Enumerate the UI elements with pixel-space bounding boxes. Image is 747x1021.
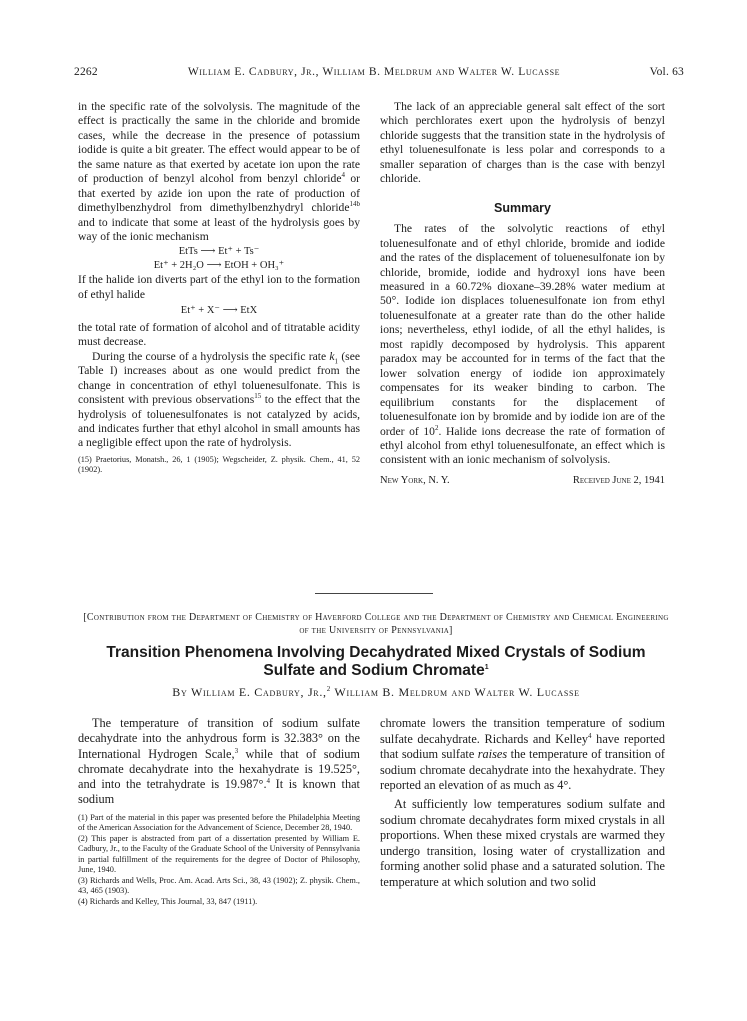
paragraph: At sufficiently low temperatures sodium sulfate and sodium chromate decahydrates form mixed crystals in all proportions. When these mixed crystals are warmed they undergo transition, losing water of crystallization and forming another solid phase and a saturated solution. The temperature at which solution and two solid [380, 796, 665, 889]
footnote-3: (3) Richards and Wells, Proc. Am. Acad. Arts Sci., 38, 43 (1902); Z. physik. Chem., 43, 465 (1903). [78, 875, 360, 896]
paragraph: If the halide ion diverts part of the ethyl ion to the formation of ethyl halide [78, 273, 360, 301]
received-date: Received June 2, 1941 [572, 474, 665, 486]
summary-heading: Summary [494, 200, 551, 215]
right-column-article2 [380, 716, 665, 891]
paragraph: in the specific rate of the solvolysis. The magnitude of the effect is practically the same in the chloride and bromide cases, while the decrease in the presence of potassium iodide is quite a bit greater. The effect would appear to be of the same nature as that exerted by acetate ion upon the rate of production of benzyl alcohol from benzyl chloride$^4$ or that exerted by azide ion upon the rate of production of dimethylbenzhydrol from dimethylbenzhydryl chloride$^{14b}$ and to indicate that some at least of the hydrolysis goes by way of the ionic mechanism [78, 100, 360, 244]
left-column-article1 [78, 100, 360, 476]
footnote-4: (4) Richards and Kelley, This Journal, 33, 847 (1911). [78, 896, 258, 906]
left-column-article2 [78, 716, 360, 907]
equation-3: Et⁺ + X⁻ ⟶ EtX [180, 305, 258, 317]
article-title: Transition Phenomena Involving Decahydrated Mixed Crystals of Sodium Sulfate and Sodium Chromate$^1$ [106, 644, 646, 679]
right-column-article1 [380, 100, 665, 488]
equation-1: EtTs ⟶ Et⁺ + Ts⁻ [178, 245, 260, 257]
paragraph: chromate lowers the transition temperature of sodium sulfate decahydrate. Richards and Kelley$^4$ have reported that sodium sulfate raises the temperature of transition of sodium chromate decahydrate into the hexahydrate. They reported an elevation of as much as 4°. [380, 716, 666, 793]
signature-line [380, 474, 665, 488]
footnote-1: (1) Part of the material in this paper was presented before the Philadelphia Meeting of the American Association for the Advancement of Science, December 28, 1940. [78, 812, 360, 833]
divider-rule [315, 593, 433, 594]
footnote-15: (15) Praetorius, Monatsh., 26, 1 (1905); Wegscheider, Z. physik. Chem., 41, 52 (1902). [78, 454, 360, 475]
volume-label: Vol. 63 [649, 66, 684, 78]
paragraph: The lack of an appreciable general salt effect of the sort which perchlorates exert upon the hydrolysis of benzyl chloride suggests that the transition state in the hydrolysis of ethyl toluenesulfonate is less polar and corresponds to a smaller separation of charges than is the case with benzyl chloride. [380, 100, 665, 186]
byline: By William E. Cadbury, Jr.,$^2$ William B. Meldrum and Walter W. Lucasse [172, 685, 580, 699]
running-head-authors: William E. Cadbury, Jr., William B. Meldrum and Walter W. Lucasse [187, 66, 561, 78]
summary-paragraph: The rates of the solvolytic reactions of ethyl toluenesulfonate and of ethyl chloride, bromide and iodide and the rates of the displacement of toluenesulfonate ion by chloride, bromide, iodide and hydroxyl ions have been measured in a 60.72% dioxane–39.28% water medium at 50°. Iodide ion displaces toluenesulfonate ion from ethyl toluenesulfonate at a greater rate than do the other halide ions; nevertheless, ethyl iodide, of all the ethyl halides, is most rapidly decomposed by hydrolysis. This apparent paradox may be accounted for in terms of the fact that the lower solvation energy of iodide ion approximately compensates for its weaker binding to carbon. The equilibrium constants for the displacement of toluenesulfonate ion by bromide and by iodide ion are of the order of $10^2$. Halide ions decrease the rate of formation of ethyl alcohol from ethyl toluenesulfonate, an effect which is consistent with an ionic mechanism of solvolysis. [380, 222, 665, 467]
equation-2: Et⁺ + 2H₂O ⟶ EtOH + OH₃⁺ [153, 259, 285, 271]
paragraph: During the course of a hydrolysis the specific rate $k_1$ (see Table I) increases about as one would predict from the change in concentration of ethyl toluenesulfonate. This is consistent with previous observations$^{15}$ to the effect that the hydrolysis of toluenesulfonates is not catalyzed by acids, and indicates further that ethyl alcohol in small amounts has a negligible effect upon the rate of hydrolysis. [78, 349, 360, 450]
contribution-line: [Contribution from the Department of Chemistry of Haverford College and the Department of Chemistry and Chemical Engineering of the University of Pennsylvania] [83, 612, 669, 636]
page-number: 2262 [74, 66, 98, 78]
paragraph: the total rate of formation of alcohol and of titratable acidity must decrease. [78, 320, 360, 349]
running-head [64, 66, 684, 80]
city-label: New York, N. Y. [380, 474, 450, 486]
footnotes [78, 813, 360, 908]
footnote-2: (2) This paper is abstracted from part of a dissertation presented by William E. Cadbury, Jr., to the Faculty of the Graduate School of the University of Pennsylvania in partial fulfillment of the requirements for the degree of Doctor of Philosophy, June, 1940. [78, 833, 360, 875]
paragraph: The temperature of transition of sodium sulfate decahydrate into the anhydrous form is 32.383° on the International Hydrogen Scale,$^3$ while that of sodium chromate decahydrate into the hexahydrate is 19.525°, and into the tetrahydrate is 19.987°.$^4$ It is known that sodium [78, 716, 360, 807]
